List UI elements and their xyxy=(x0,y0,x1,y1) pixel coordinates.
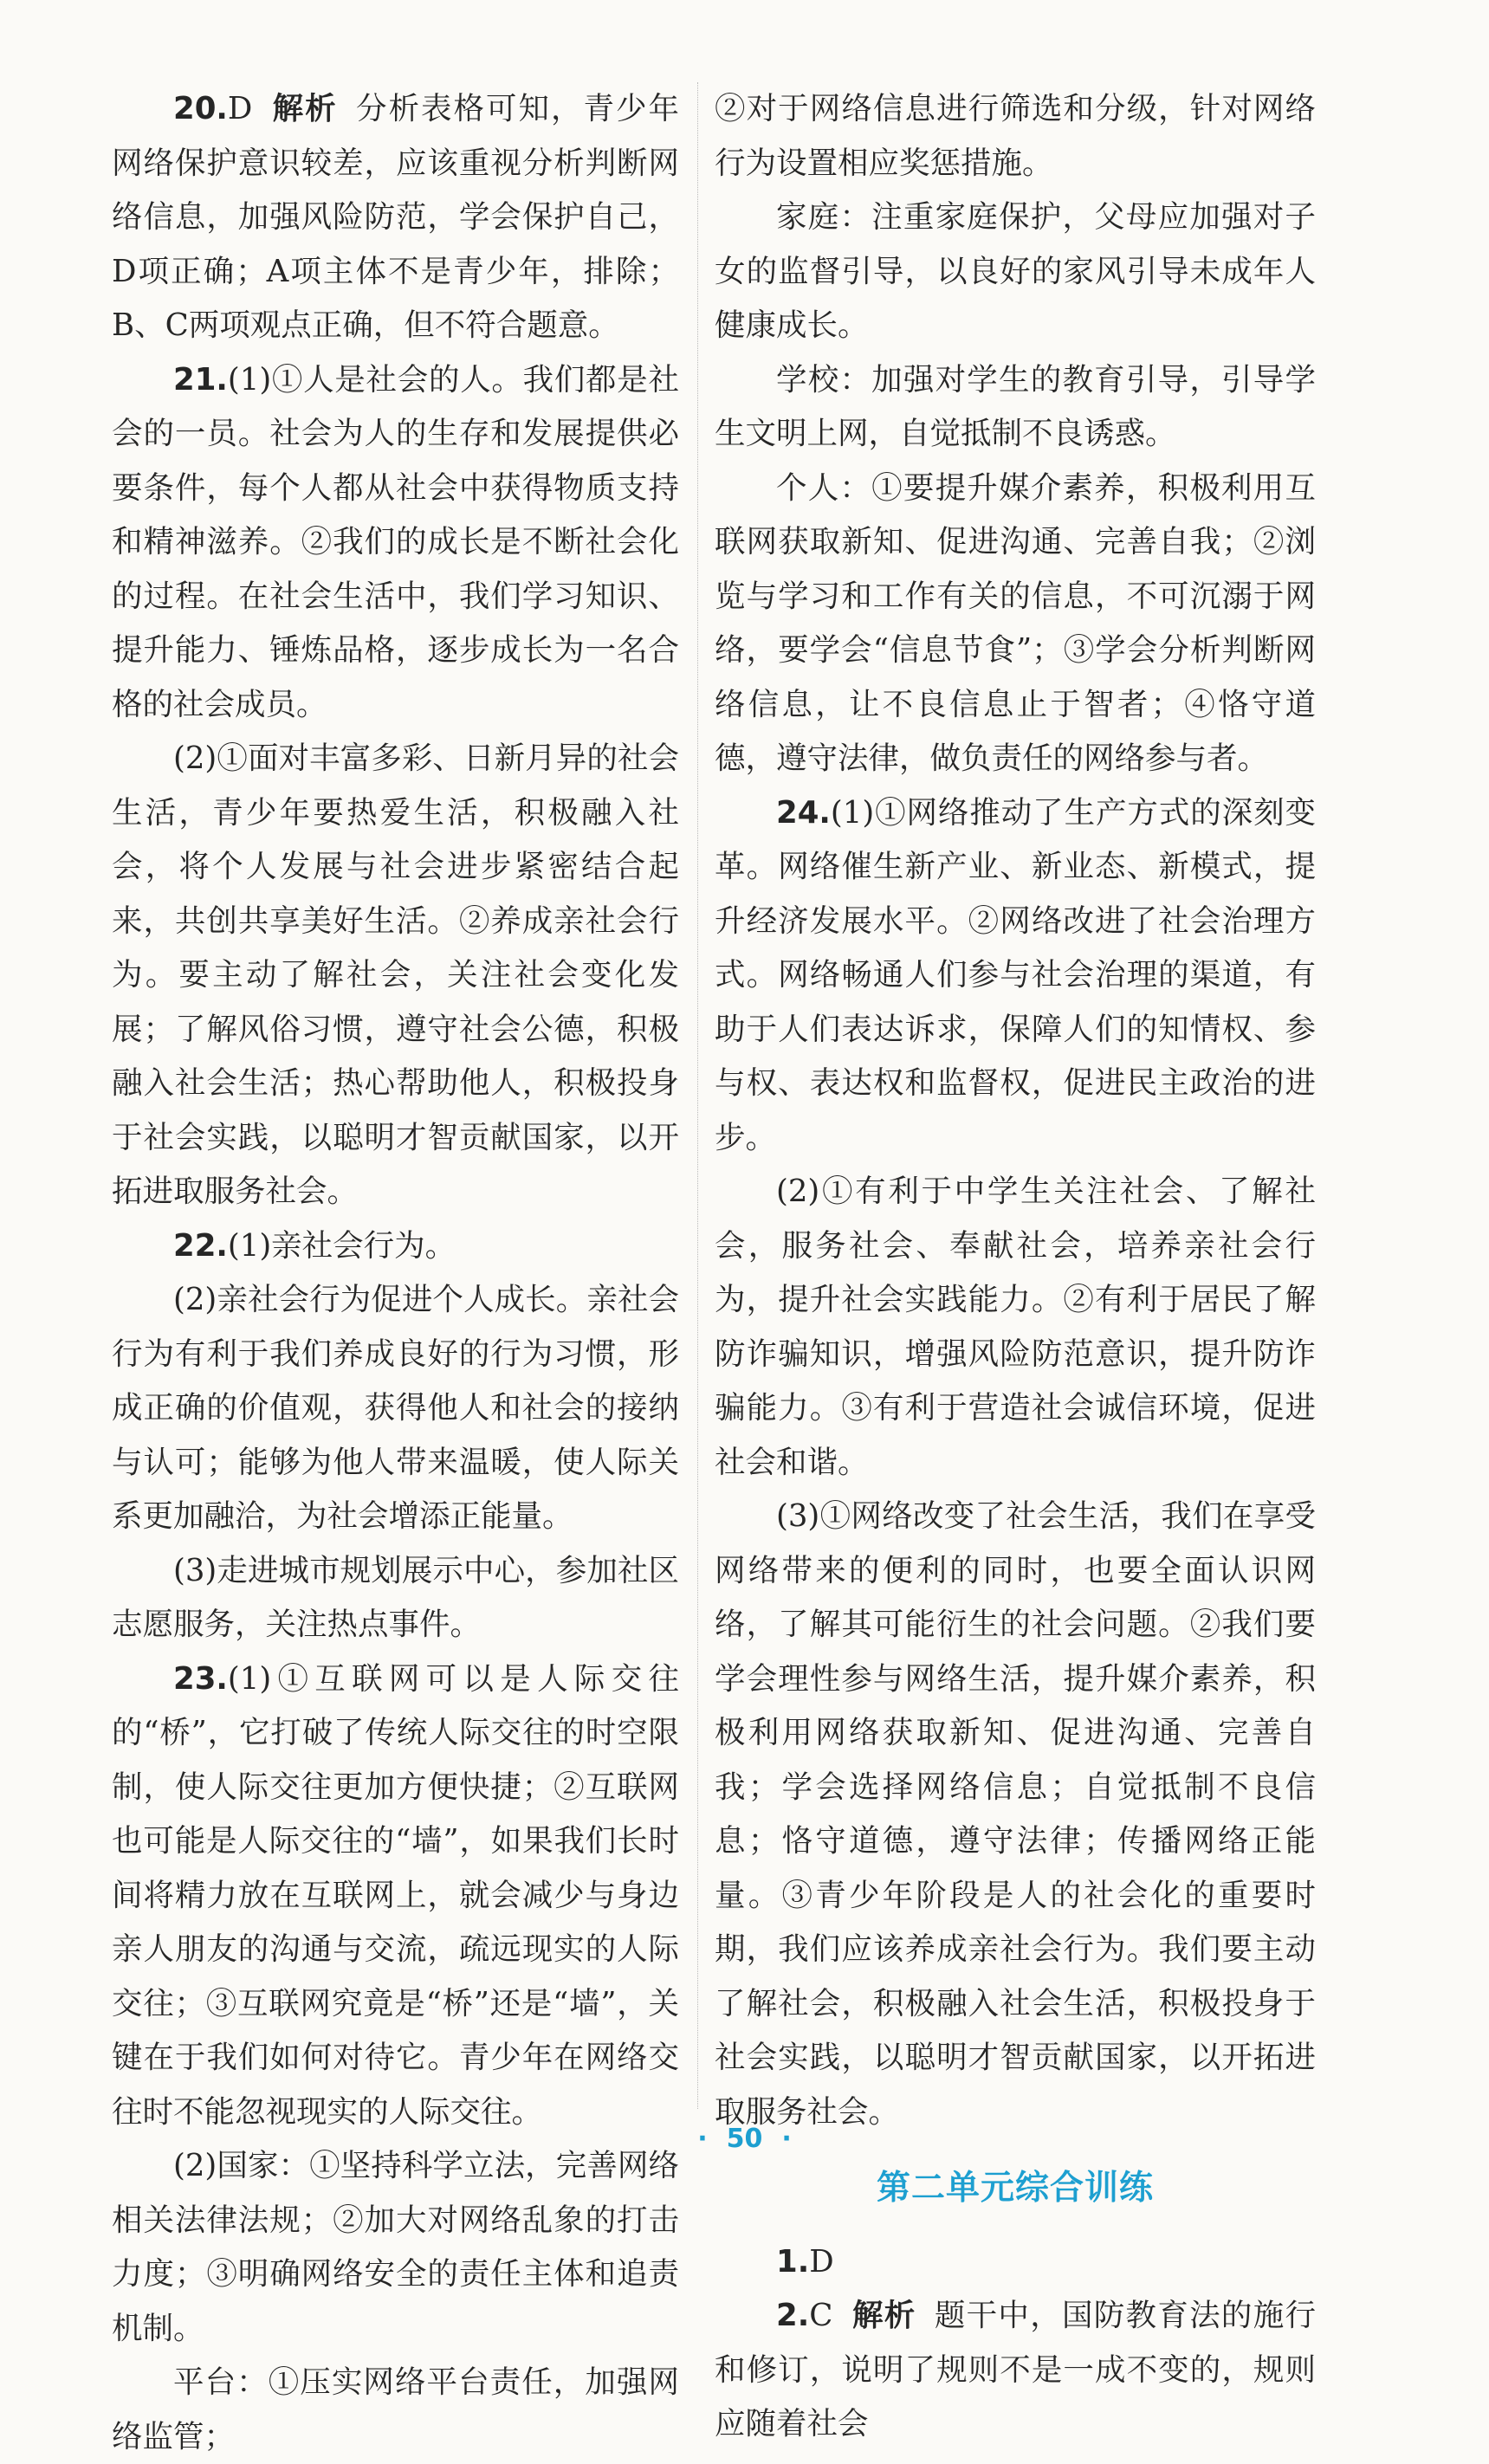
page-number-value: 50 xyxy=(726,2124,763,2154)
answer-22-part2: (2)亲社会行为促进个人成长。亲社会行为有利于我们养成良好的行为习惯，形成正确的价值观，获得他人和社会的接纳与认可；能够为他人带来温暖，使人际关系更加融洽，为社会增添正能量。 xyxy=(112,1282,679,1534)
answer-choice: D xyxy=(809,2243,834,2280)
answer-text: 分析表格可知，青少年网络保护意识较差，应该重视分析判断网络信息，加强风险防范，学会保护自己，D项正确；A项主体不是青少年，排除；B、C两项观点正确，但不符合题意。 xyxy=(112,91,679,343)
right-column xyxy=(715,82,1316,2452)
question-number: 23. xyxy=(173,1660,228,1697)
answer-21-part2: (2)①面对丰富多彩、日新月异的社会生活，青少年要热爱生活，积极融入社会，将个人发展与社会进步紧密结合起来，共创共享美好生活。②养成亲社会行为。要主动了解社会，关注社会变化发展；了解风俗习惯，遵守社会公德，积极融入社会生活；热心帮助他人，积极投身于社会实践，以聪明才智贡献国家，以开拓进取服务社会。 xyxy=(112,740,679,1209)
answer-23-school: 学校：加强对学生的教育引导，引导学生文明上网，自觉抵制不良诱惑。 xyxy=(715,361,1316,451)
answer-23-individual: 个人：①要提升媒介素养，积极利用互联网获取新知、促进沟通、完善自我；②浏览与学习和工作有关的信息，不可沉溺于网络，要学会“信息节食”；③学会分析判断网络信息，让不良信息止于智者；④恪守道德，遵守法律，做负责任的网络参与者。 xyxy=(715,469,1316,776)
answer-choice: C xyxy=(809,2298,833,2333)
question-number: 20. xyxy=(173,91,228,126)
answer-23-platform-cont: ②对于网络信息进行筛选和分级，针对网络行为设置相应奖惩措施。 xyxy=(715,91,1316,181)
question-number: 2. xyxy=(776,2298,810,2333)
answer-20 xyxy=(112,82,679,353)
answer-text: (1)①人是社会的人。我们都是社会的一员。社会为人的生存和发展提供必要条件，每个人都从社会中获得物质支持和精神滋养。②我们的成长是不断社会化的过程。在社会生活中，我们学习知识、提升能力、锤炼品格，逐步成长为一名合格的社会成员。 xyxy=(112,361,679,722)
answer-23-family: 家庭：注重家庭保护，父母应加强对子女的监督引导，以良好的家风引导未成年人健康成长。 xyxy=(715,199,1316,343)
bullet-dot-icon: · xyxy=(781,2124,792,2154)
question-number: 1. xyxy=(776,2243,810,2280)
column-divider xyxy=(697,82,698,2109)
answer-22-part1 xyxy=(112,1219,679,1274)
answer-21-part1 xyxy=(112,353,679,733)
left-column xyxy=(112,82,679,2464)
answer-24-part3: (3)①网络改变了社会生活，我们在享受网络带来的便利的同时，也要全面认识网络，了解其可能衍生的社会问题。②我们要学会理性参与网络生活，提升媒介素养，积极利用网络获取新知、促进沟通、完善自我；学会选择网络信息；自觉抵制不良信息；恪守道德，遵守法律；传播网络正能量。③青少年阶段是人的社会化的重要时期，我们应该养成亲社会行为。我们要主动了解社会，积极融入社会生活，积极投身于社会实践，以聪明才智贡献国家，以开拓进取服务社会。 xyxy=(715,1498,1316,2130)
answer-23-part2-state: (2)国家：①坚持科学立法，完善网络相关法律法规；②加大对网络乱象的打击力度；③明确网络安全的责任主体和追责机制。 xyxy=(112,2148,679,2346)
answer-text: (1)亲社会行为。 xyxy=(227,1227,456,1264)
answer-text: 题干中，国防教育法的施行和修订，说明了规则不是一成不变的，规则应随着社会 xyxy=(715,2298,1316,2441)
unit2-answer-2 xyxy=(715,2289,1316,2452)
answer-23-part2-platform: 平台：①压实网络平台责任，加强网络监管； xyxy=(112,2364,679,2454)
question-number: 24. xyxy=(776,794,831,831)
question-number: 21. xyxy=(173,361,228,398)
answer-22-part3: (3)走进城市规划展示中心，参加社区志愿服务，关注热点事件。 xyxy=(112,1552,679,1642)
unit2-answer-1 xyxy=(715,2235,1316,2290)
question-number: 22. xyxy=(173,1227,228,1264)
answer-text: (1)①互联网可以是人际交往的“桥”，它打破了传统人际交往的时空限制，使人际交往更加方便快捷；②互联网也可能是人际交往的“墙”，如果我们长时间将精力放在互联网上，就会减少与身边亲人朋友的沟通与交流，疏远现实的人际交往；③互联网究竟是“桥”还是“墙”，关键在于我们如何对待它。青少年在网络交往时不能忽视现实的人际交往。 xyxy=(112,1660,679,2130)
answer-23-part1 xyxy=(112,1652,679,2140)
analysis-label: 解析 xyxy=(851,2298,916,2333)
section-title: 第二单元综合训练 xyxy=(876,2169,1154,2208)
answer-choice: D xyxy=(227,91,253,126)
bullet-dot-icon: · xyxy=(697,2124,708,2154)
answer-24-part2: (2)①有利于中学生关注社会、了解社会，服务社会、奉献社会，培养亲社会行为，提升社会实践能力。②有利于居民了解防诈骗知识，增强风险防范意识，提升防诈骗能力。③有利于营造社会诚信环境，促进社会和谐。 xyxy=(715,1174,1316,1480)
answer-text: (1)①网络推动了生产方式的深刻变革。网络催生新产业、新业态、新模式，提升经济发展水平。②网络改进了社会治理方式。网络畅通人们参与社会治理的渠道，有助于人们表达诉求，保障人们的知情权、参与权、表达权和监督权，促进民主政治的进步。 xyxy=(715,794,1316,1155)
page-number xyxy=(0,2124,1489,2154)
answer-24-part1 xyxy=(715,786,1316,1166)
analysis-label: 解析 xyxy=(270,91,338,126)
